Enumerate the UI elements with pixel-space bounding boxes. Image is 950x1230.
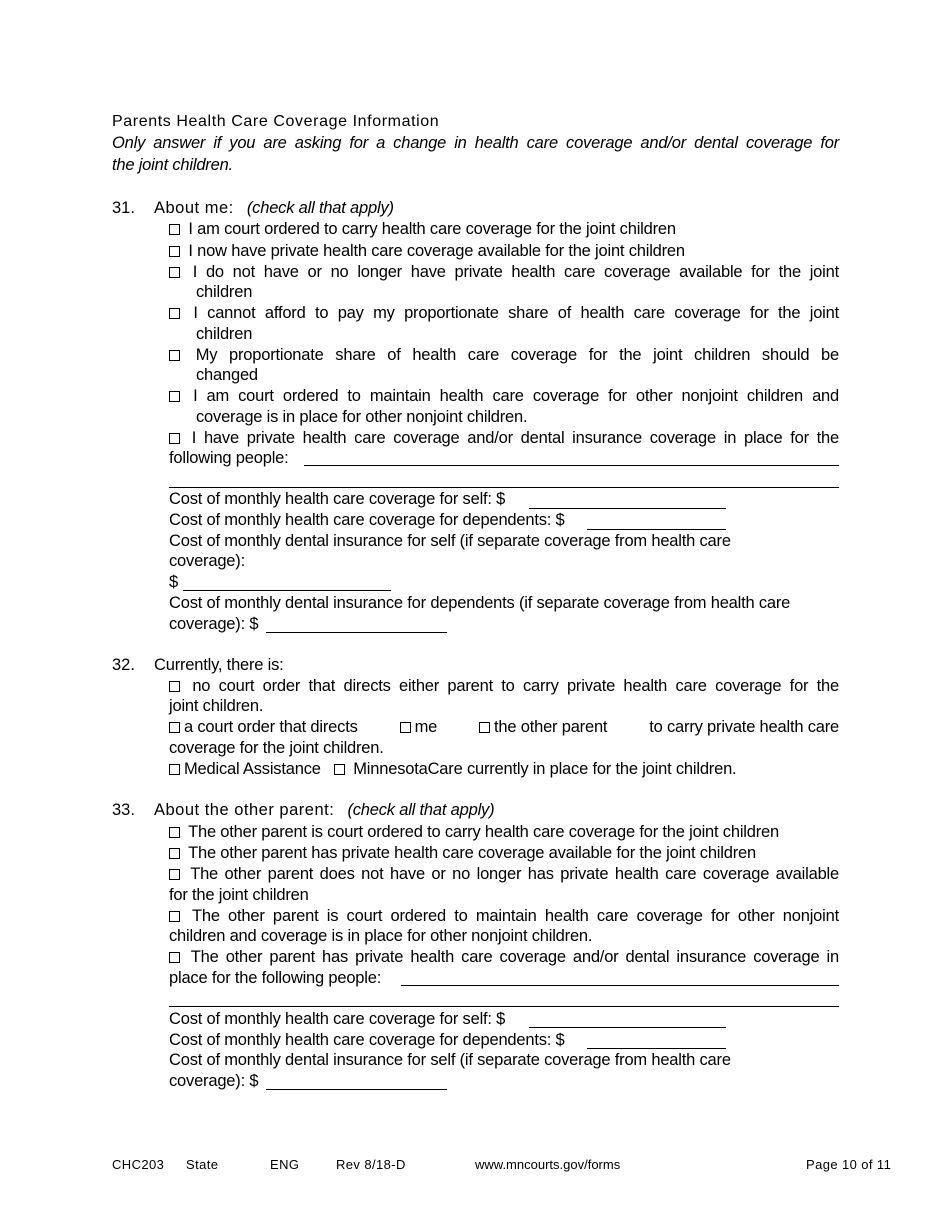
checkbox[interactable] [169, 869, 180, 880]
following-people-field-2[interactable] [169, 487, 839, 488]
cost-self-dental-field[interactable] [183, 590, 391, 591]
checkbox-option[interactable] [169, 241, 685, 261]
question-number: 33. [112, 801, 135, 819]
option-label: no court order that directs either parent to carry private health care coverage for the [192, 677, 839, 695]
section-title: Parents Health Care Coverage Information [112, 113, 440, 130]
question-number: 32. [112, 656, 135, 674]
cost-label: Cost of monthly dental insurance for self (if separate coverage from health care [169, 1051, 731, 1069]
option-label: the other parent [494, 718, 608, 736]
cost-label: Cost of monthly health care coverage for self: $ [169, 490, 506, 508]
footer-state: State [186, 1157, 219, 1172]
option-label: My proportionate share of health care coverage for the joint children should be [195, 346, 839, 364]
checkbox-option[interactable] [169, 864, 839, 884]
option-label-cont: for the joint children [169, 886, 309, 904]
cost-label: coverage): [169, 552, 245, 570]
option-label-cont: children [196, 283, 253, 301]
footer-language: ENG [270, 1157, 300, 1172]
dollar-sign: $ [169, 573, 178, 591]
checkbox-option[interactable] [169, 676, 839, 696]
option-label: The other parent has private health care coverage and/or dental insurance coverage in [190, 948, 839, 966]
cost-label: Cost of monthly health care coverage for self: $ [169, 1010, 506, 1028]
option-label: The other parent has private health care coverage available for the joint children [188, 844, 756, 862]
checkbox[interactable] [169, 308, 180, 319]
q32-label: Currently, there is: [154, 656, 284, 674]
option-label: I am court ordered to carry health care coverage for the joint children [188, 220, 676, 238]
question-label [154, 198, 394, 218]
option-label-cont: place for the following people: [169, 969, 382, 987]
checkbox[interactable] [169, 722, 180, 733]
option-label: I cannot afford to pay my proportionate share of health care coverage for the joint [193, 304, 839, 322]
checkbox-option[interactable] [169, 947, 839, 967]
opt2-part-a [169, 717, 358, 737]
option-label: MinnesotaCare currently in place for the joint children. [353, 760, 737, 778]
checkbox[interactable] [479, 722, 490, 733]
cost-self-health-field[interactable] [529, 508, 726, 509]
checkbox[interactable] [169, 350, 180, 361]
following-people-field[interactable] [401, 985, 839, 986]
question-number: 31. [112, 199, 135, 217]
cost-label: Cost of monthly dental insurance for self (if separate coverage from health care [169, 532, 731, 550]
option-label: The other parent is court ordered to carry health care coverage for the joint children [188, 823, 779, 841]
checkbox[interactable] [334, 764, 345, 775]
option-label-cont: following people: [169, 449, 289, 467]
cost-dependents-health-field[interactable] [587, 529, 726, 530]
cost-self-dental-field[interactable] [266, 1089, 447, 1090]
checkbox[interactable] [169, 246, 180, 257]
checkbox[interactable] [169, 224, 180, 235]
instruction-line: the joint children. [112, 156, 233, 174]
checkbox-option[interactable] [169, 822, 779, 842]
option-label-cont: coverage is in place for other nonjoint children. [196, 408, 528, 426]
option-label: The other parent is court ordered to maintain health care coverage for other nonjoint [191, 907, 839, 925]
checkbox-option[interactable] [169, 345, 839, 365]
checkbox[interactable] [169, 764, 180, 775]
cost-dependents-dental-field[interactable] [266, 632, 447, 633]
checkbox-option[interactable] [169, 717, 839, 737]
option-label: I am court ordered to maintain health care coverage for other nonjoint children and [193, 387, 840, 405]
cost-label: coverage): $ [169, 1072, 259, 1090]
checkbox[interactable] [400, 722, 411, 733]
following-people-field[interactable] [304, 465, 839, 466]
option-label: I do not have or no longer have private health care coverage available for the joint [192, 263, 839, 281]
cost-dependents-health-field[interactable] [587, 1048, 726, 1049]
checkbox-option[interactable] [169, 219, 676, 239]
option-label: a court order that directs [184, 718, 358, 736]
q33-label: About the other parent: [154, 801, 335, 819]
following-people-field-2[interactable] [169, 1006, 839, 1007]
instruction-line: Only answer if you are asking for a change in health care coverage and/or dental coverage for [112, 134, 839, 152]
q33-hint: (check all that apply) [347, 801, 495, 819]
question-label [154, 800, 494, 820]
q31-label: About me: [154, 199, 234, 217]
cost-label: Cost of monthly health care coverage for dependents: $ [169, 1031, 565, 1049]
footer-page-number: Page 10 of 11 [806, 1157, 892, 1172]
option-label: me [414, 718, 438, 736]
option-label: The other parent does not have or no longer has private health care coverage available [190, 865, 839, 883]
footer-form-id: CHC203 [112, 1157, 165, 1172]
option-label: I now have private health care coverage available for the joint children [188, 242, 685, 260]
footer-revision: Rev 8/18-D [336, 1157, 406, 1172]
footer-url[interactable]: www.mncourts.gov/forms [475, 1157, 621, 1172]
checkbox-option[interactable] [169, 906, 839, 926]
checkbox-option[interactable] [169, 303, 839, 323]
checkbox-option[interactable] [169, 428, 839, 448]
checkbox-option[interactable] [169, 843, 756, 863]
checkbox[interactable] [169, 681, 180, 692]
option-label: I have private health care coverage and/or dental insurance coverage in place for the [191, 429, 839, 447]
opt2-part-b: to carry private health care [649, 718, 839, 736]
opt2-part-other[interactable] [479, 717, 607, 737]
checkbox[interactable] [169, 911, 180, 922]
checkbox[interactable] [169, 827, 180, 838]
option-label-cont: coverage for the joint children. [169, 739, 384, 757]
cost-label: Cost of monthly dental insurance for dependents (if separate coverage from health care [169, 594, 791, 612]
cost-label: coverage): $ [169, 615, 259, 633]
opt2-part-me[interactable] [400, 717, 438, 737]
option-label-cont: changed [196, 366, 258, 384]
checkbox-option[interactable] [169, 386, 839, 406]
checkbox[interactable] [169, 952, 180, 963]
checkbox[interactable] [169, 848, 180, 859]
option-label: Medical Assistance [184, 760, 321, 778]
q31-hint: (check all that apply) [246, 199, 394, 217]
option-label-cont: children [196, 325, 253, 343]
checkbox[interactable] [169, 433, 180, 444]
cost-self-health-field[interactable] [529, 1027, 726, 1028]
option-label-cont: children and coverage is in place for other nonjoint children. [169, 927, 593, 945]
cost-label: Cost of monthly health care coverage for dependents: $ [169, 511, 565, 529]
checkbox-option[interactable] [169, 759, 736, 779]
checkbox-option[interactable] [169, 262, 839, 282]
checkbox[interactable] [169, 391, 180, 402]
option-label-cont: joint children. [169, 697, 264, 715]
checkbox[interactable] [169, 267, 180, 278]
